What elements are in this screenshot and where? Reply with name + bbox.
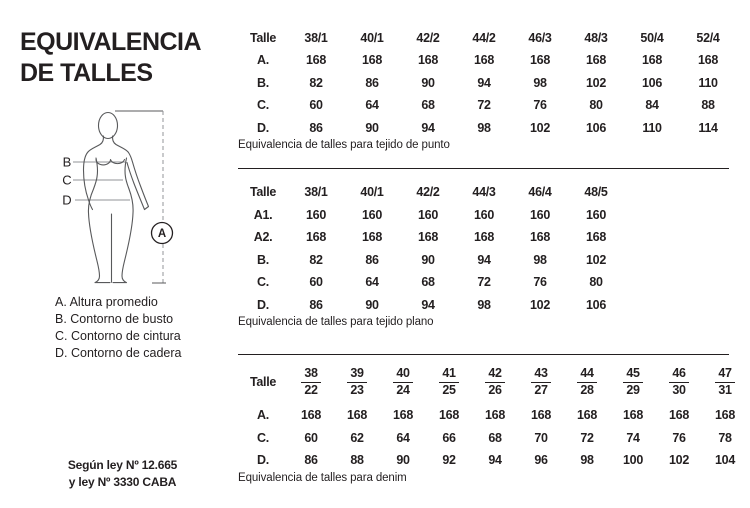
woven-sizes-table — [238, 181, 624, 329]
table-row — [238, 271, 624, 294]
cell-value: 168 — [474, 53, 494, 68]
cell-value: 94 — [477, 252, 491, 267]
waist-label-c: C — [62, 172, 72, 188]
table-row — [238, 72, 736, 95]
table-caption: Equivalencia de talles para tejido plano — [238, 316, 434, 328]
row-label: B. — [257, 252, 269, 267]
cell-value: 60 — [309, 275, 323, 290]
table-row — [238, 49, 736, 72]
cell-value: 168 — [698, 53, 718, 68]
table-row — [238, 294, 624, 317]
cell-value: 168 — [362, 53, 382, 68]
cell-value: 160 — [474, 207, 494, 222]
cell-value: 86 — [309, 297, 323, 312]
law-reference-line1: Según ley Nº 12.665 — [67, 458, 178, 472]
cell-value: 160 — [418, 207, 438, 222]
cell-value: 102 — [530, 120, 550, 135]
column-header-size: 38/1 — [304, 30, 328, 45]
cell-value: 168 — [485, 408, 505, 423]
cell-value: 168 — [669, 408, 689, 423]
cell-value: 92 — [442, 453, 456, 468]
cell-value: 72 — [477, 275, 491, 290]
cell-value: 102 — [586, 75, 606, 90]
column-header-size-fraction: $\frac{46}{30}$ — [656, 367, 702, 397]
cell-value: 168 — [623, 408, 643, 423]
cell-value: 76 — [672, 430, 686, 445]
column-header-size-fraction: $\frac{45}{29}$ — [610, 367, 656, 397]
cell-value: 82 — [309, 75, 323, 90]
cell-value: 98 — [533, 252, 547, 267]
cell-value: 168 — [586, 53, 606, 68]
cell-value: 86 — [309, 120, 323, 135]
cell-value: 94 — [488, 453, 502, 468]
cell-value: 76 — [533, 98, 547, 113]
cell-value: 66 — [442, 430, 456, 445]
table-row — [238, 249, 624, 272]
row-label: C. — [257, 275, 269, 290]
cell-value: 60 — [309, 98, 323, 113]
column-header-size-fraction: $\frac{47}{31}$ — [702, 367, 748, 397]
cell-value: 110 — [698, 75, 718, 90]
cell-value: 168 — [439, 408, 459, 423]
table-caption: Equivalencia de talles para denim — [238, 471, 407, 484]
row-label: D. — [257, 453, 269, 468]
cell-value: 72 — [477, 98, 491, 113]
legend-item-busto: B. Contorno de busto — [55, 312, 174, 326]
row-label: D. — [257, 120, 269, 135]
cell-value: 168 — [530, 53, 550, 68]
column-header-size-fraction: $\frac{40}{24}$ — [380, 367, 426, 397]
cell-value: 98 — [533, 75, 547, 90]
cell-value: 168 — [306, 53, 326, 68]
column-header-size: 46/3 — [528, 30, 552, 45]
cell-value: 114 — [698, 120, 718, 135]
column-header-talle: Talle — [249, 185, 277, 200]
column-header-size-fraction: $\frac{43}{27}$ — [518, 367, 564, 397]
measurement-legend — [55, 294, 181, 362]
cell-value: 94 — [421, 297, 435, 312]
cell-value: 86 — [304, 453, 318, 468]
column-header-size: 42/2 — [416, 30, 440, 45]
row-label: C. — [257, 98, 269, 113]
table-row — [238, 404, 748, 427]
table-header-row — [238, 360, 748, 404]
cell-value: 62 — [350, 430, 364, 445]
cell-value: 102 — [669, 453, 689, 468]
cell-value: 80 — [589, 98, 603, 113]
cell-value: 168 — [306, 230, 326, 245]
cell-value: 86 — [365, 75, 379, 90]
cell-value: 80 — [589, 275, 603, 290]
body-measurement-diagram — [40, 95, 215, 295]
cell-value: 90 — [365, 297, 379, 312]
cell-value: 88 — [701, 98, 715, 113]
cell-value: 78 — [718, 430, 732, 445]
cell-value: 90 — [421, 252, 435, 267]
cell-value: 168 — [474, 230, 494, 245]
height-label-a: A — [157, 228, 167, 241]
column-header-size: 52/4 — [696, 30, 720, 45]
cell-value: 106 — [586, 297, 606, 312]
cell-value: 90 — [396, 453, 410, 468]
cell-value: 110 — [642, 120, 662, 135]
column-header-size: 42/2 — [416, 185, 440, 200]
cell-value: 168 — [418, 53, 438, 68]
cell-value: 68 — [421, 275, 435, 290]
legend-item-cintura: C. Contorno de cintura — [55, 329, 181, 343]
column-header-size: 40/1 — [360, 185, 384, 200]
cell-value: 82 — [309, 252, 323, 267]
column-header-size: 50/4 — [640, 30, 664, 45]
cell-value: 74 — [626, 430, 640, 445]
column-header-size: 40/1 — [360, 30, 384, 45]
page-title — [20, 27, 201, 89]
table-divider-2 — [238, 354, 729, 356]
bust-label-b: B — [62, 154, 72, 170]
column-header-size-fraction: $\frac{38}{22}$ — [288, 367, 334, 397]
legend-item-altura: A. Altura promedio — [55, 295, 158, 309]
row-label: C. — [257, 430, 269, 445]
cell-value: 94 — [477, 75, 491, 90]
row-label: A2. — [253, 230, 273, 245]
silhouette-outline — [84, 113, 149, 283]
column-header-size-fraction: $\frac{41}{25}$ — [426, 367, 472, 397]
law-reference-line2: y ley Nº 3330 CABA — [68, 474, 177, 489]
cell-value: 86 — [365, 252, 379, 267]
cell-value: 98 — [580, 453, 594, 468]
table-header-row — [238, 181, 624, 204]
cell-value: 76 — [533, 275, 547, 290]
row-label: A. — [257, 408, 269, 423]
hip-label-d: D — [62, 192, 72, 208]
column-header-size: 48/5 — [584, 185, 608, 200]
page-title-line1: EQUIVALENCIA — [20, 28, 202, 56]
cell-value: 168 — [393, 408, 413, 423]
cell-value: 90 — [365, 120, 379, 135]
cell-value: 160 — [530, 207, 550, 222]
cell-value: 168 — [586, 230, 606, 245]
cell-value: 102 — [586, 252, 606, 267]
cell-value: 98 — [477, 297, 491, 312]
row-label: A. — [257, 53, 269, 68]
column-header-size-fraction: $\frac{42}{26}$ — [472, 367, 518, 397]
female-silhouette-figure — [40, 95, 215, 295]
cell-value: 88 — [350, 453, 364, 468]
legend-item-cadera: D. Contorno de cadera — [55, 346, 182, 360]
cell-value: 90 — [421, 75, 435, 90]
table-row — [238, 427, 748, 450]
column-header-talle: Talle — [249, 375, 277, 389]
cell-value: 68 — [421, 98, 435, 113]
column-header-size: 38/1 — [304, 185, 328, 200]
cell-value: 64 — [365, 275, 379, 290]
column-header-size-fraction: $\frac{39}{23}$ — [334, 367, 380, 397]
cell-value: 60 — [304, 430, 318, 445]
column-header-size: 46/4 — [528, 185, 552, 200]
cell-value: 104 — [715, 453, 735, 468]
table-caption: Equivalencia de talles para tejido de punto — [238, 139, 450, 151]
cell-value: 64 — [396, 430, 410, 445]
cell-value: 168 — [347, 408, 367, 423]
cell-value: 72 — [580, 430, 594, 445]
column-header-size: 48/3 — [584, 30, 608, 45]
cell-value: 70 — [534, 430, 548, 445]
column-header-size-fraction: $\frac{44}{28}$ — [564, 367, 610, 397]
cell-value: 84 — [645, 98, 659, 113]
cell-value: 168 — [642, 53, 662, 68]
page-title-line2: DE TALLES — [20, 59, 153, 87]
table-row — [238, 449, 748, 472]
cell-value: 106 — [586, 120, 606, 135]
column-header-talle: Talle — [249, 30, 277, 45]
cell-value: 160 — [586, 207, 606, 222]
column-header-size: 44/2 — [472, 30, 496, 45]
cell-value: 160 — [306, 207, 326, 222]
cell-value: 100 — [623, 453, 643, 468]
cell-value: 168 — [530, 230, 550, 245]
table-row — [238, 226, 624, 249]
knit-sizes-table — [238, 27, 736, 153]
cell-value: 168 — [362, 230, 382, 245]
cell-value: 168 — [301, 408, 321, 423]
row-label: B. — [257, 75, 269, 90]
cell-value: 94 — [421, 120, 435, 135]
denim-sizes-table — [238, 360, 748, 485]
column-header-size: 44/3 — [472, 185, 496, 200]
cell-value: 68 — [488, 430, 502, 445]
table-row — [238, 94, 736, 117]
cell-value: 102 — [530, 297, 550, 312]
table-row — [238, 117, 736, 140]
cell-value: 96 — [534, 453, 548, 468]
head-outline — [99, 113, 118, 139]
table-row — [238, 204, 624, 227]
cell-value: 168 — [418, 230, 438, 245]
table-header-row — [238, 27, 736, 50]
cell-value: 160 — [362, 207, 382, 222]
cell-value: 106 — [642, 75, 662, 90]
table-divider-1 — [238, 168, 729, 170]
cell-value: 168 — [577, 408, 597, 423]
row-label: A1. — [253, 207, 273, 222]
cell-value: 168 — [531, 408, 551, 423]
cell-value: 168 — [715, 408, 735, 423]
cell-value: 64 — [365, 98, 379, 113]
cell-value: 98 — [477, 120, 491, 135]
row-label: D. — [257, 297, 269, 312]
law-reference-note — [40, 457, 205, 490]
